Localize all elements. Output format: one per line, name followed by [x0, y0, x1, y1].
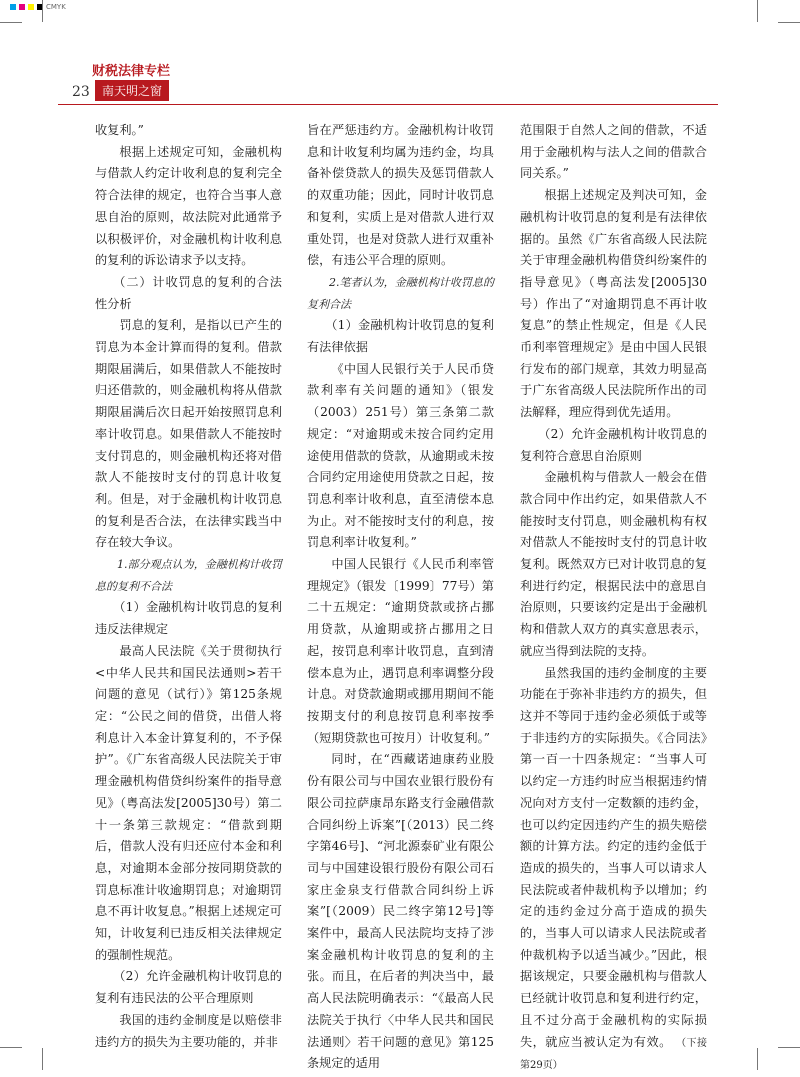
paragraph: 中国人民银行《人民币利率管理规定》（银发〔1999〕77号）第二十五规定：“逾期贷款或挤占挪用贷款，从逾期或挤占挪用之日起，按罚息利率计收罚息，直到清偿本息为止，遇罚息利率调整分段计息。对贷款逾期或挪用期间不能按期支付的利息按罚息利率按季（短期贷款也可按月）计收复利。” [307, 557, 494, 745]
text-column-3 [520, 120, 707, 1077]
crop-mark-bottom-right-h [778, 1047, 800, 1048]
cyan-swatch [10, 4, 16, 10]
section-heading: （二）计收罚息的复利的合法性分析 [95, 274, 282, 311]
paragraph: 根据上述规定可知，金融机构与借款人约定计收利息的复利完全符合法律的规定，也符合当事人意思自治的原则，故法院对此通常予以积极评价，对金融机构计收利息的复利的诉讼请求予以支持。 [95, 144, 282, 268]
page-number: 23 [72, 84, 90, 100]
registration-label: CMYK [46, 3, 66, 11]
crop-mark-top-left-v [42, 0, 43, 22]
crop-mark-top-right-v [757, 0, 758, 22]
paragraph: 根据上述规定及判决可知，金融机构计收罚息的复利是有法律依据的。虽然《广东省高级人民法院关于审理金融机构借贷纠纷案件的指导意见》（粤高法发[2005]30号）作出了“对逾期罚息不再计收复息”的禁止性规定，但是《人民币利率管理规定》是由中国人民银行发布的部门规章，其效力明显高于广东省高级人民法院所作出的司法解释，理应得到优先适用。 [520, 188, 707, 420]
section-heading: （1）金融机构计收罚息的复利有法律依据 [307, 318, 494, 355]
crop-mark-bottom-left-h [0, 1047, 22, 1048]
crop-mark-top-left-h [0, 22, 22, 23]
paragraph: 最高人民法院《关于贯彻执行<中华人民共和国民法通则>若干问题的意见（试行）》第125条规定：“公民之间的借贷，出借人将利息计入本金计算复利的，不予保护”。《广东省高级人民法院关于审理金融机构借贷纠纷案件的指导意见》（粤高法发[2005]30号）第二十一条第三款规定：“借款到期后，借款人没有归还应付本金和利息，对逾期本金部分按同期贷款的罚息标准计收逾期罚息；对逾期罚息不再计收复息。”根据上述规定可知，计收复利已违反相关法律规定的强制性规范。 [95, 643, 282, 962]
header-rule [58, 104, 718, 105]
text-column-1 [95, 120, 282, 1053]
section-heading: （1）金融机构计收罚息的复利违反法律规定 [95, 600, 282, 637]
paragraph: 同时，在“西藏诺迪康药业股份有限公司与中国农业银行股份有限公司拉萨康昂东路支行金融借款合同纠纷上诉案”[（2013）民二终字第46号]、“河北源泰矿业有限公司与中国建设银行股份有限公司石家庄金泉支行借款合同纠纷上诉案”[（2009）民二终字第12号]等案件中，最高人民法院均支持了涉案金融机构计收罚息的复利的主张。而且，在后者的判决当中，最高人民法院明确表示：“《最高人民法院关于执行〈中华人民共和国民法通则〉若干问题的意见》第125条规定的适用 [307, 752, 494, 1071]
text-column-2 [307, 120, 494, 1075]
crop-mark-bottom-left-v [42, 1048, 43, 1070]
section-heading: 2.笔者认为，金融机构计收罚息的复利合法 [307, 275, 494, 311]
paragraph: 《中国人民银行关于人民币贷款利率有关问题的通知》（银发（2003）251号）第三条第二款规定：“对逾期或未按合同约定用途使用借款的贷款，从逾期或未按合同约定用途使用贷款之日起，按罚息利率计收利息，直至清偿本息为止。对不能按时支付的利息，按罚息利率计收复利。” [307, 361, 494, 550]
paragraph: 我国的违约金制度是以赔偿非违约方的损失为主要功能的，并非 [95, 1012, 282, 1049]
magenta-swatch [19, 4, 25, 10]
paragraph: 范围限于自然人之间的借款，不适用于金融机构与法人之间的借款合同关系。” [520, 123, 707, 181]
crop-mark-top-right-h [778, 22, 800, 23]
color-registration-bar [10, 3, 66, 11]
paragraph: 金融机构与借款人一般会在借款合同中作出约定，如果借款人不能按时支付罚息，则金融机构有权对借款人不能按时支付的罚息计收复利。既然双方已对计收罚息的复利进行约定，根据民法中的意思自治原则，只要该约定是出于金融机构和借款人双方的真实意思表示，就应当得到法院的支持。 [520, 470, 707, 658]
section-heading: （2）允许金融机构计收罚息的复利符合意思自治原则 [520, 426, 707, 463]
continuation-note: （下接第29页） [520, 1037, 708, 1072]
yellow-swatch [28, 4, 34, 10]
paragraph: 收复利。” [95, 123, 144, 137]
paragraph: 虽然我国的违约金制度的主要功能在于弥补非违约方的损失，但这并不等同于违约金必须低于或等于非违约方的实际损失。《合同法》第一百一十四条规定：“当事人可以约定一方违约时应当根据违约情况向对方支付一定数额的违约金，也可以约定因违约产生的损失赔偿额的计算方法。约定的违约金低于造成的损失的，当事人可以请求人民法院或者仲裁机构予以增加；约定的违约金过分高于造成的损失的，当事人可以请求人民法院或者仲裁机构予以适当减少。”因此，根据该规定，只要金融机构与借款人已经就计收罚息和复利进行约定，且不过分高于金融机构的实际损失，就应当被认定为有效。 （下接第29页） [520, 665, 708, 1072]
section-heading: 1.部分观点认为，金融机构计收罚息的复利不合法 [95, 558, 282, 593]
paragraph: 旨在严惩违约方。金融机构计收罚息和计收复利均属为违约金，均具备补偿贷款人的损失及惩罚借款人的双重功能；因此，同时计收罚息和复利，实质上是对借款人进行双重处罚，也是对贷款人进行双重补偿，有违公平合理的原则。 [307, 123, 494, 268]
crop-mark-bottom-right-v [757, 1048, 758, 1070]
section-heading: （2）允许金融机构计收罚息的复利有违民法的公平合理原则 [95, 969, 282, 1006]
section-title: 财税法律专栏 [92, 64, 171, 79]
paragraph: 罚息的复利，是指以已产生的罚息为本金计算而得的复利。借款期限届满后，如果借款人不能按时归还借款的，则金融机构将从借款期限届满后次日起开始按照罚息利率计收罚息。如果借款人不能按时支付罚息的，则金融机构还将对借款人不能按时支付的罚息计收复利。但是，对于金融机构计收罚息的复利是否合法，在法律实践当中存在较大争议。 [95, 318, 282, 550]
column-badge: 南天明之窗 [95, 80, 169, 101]
